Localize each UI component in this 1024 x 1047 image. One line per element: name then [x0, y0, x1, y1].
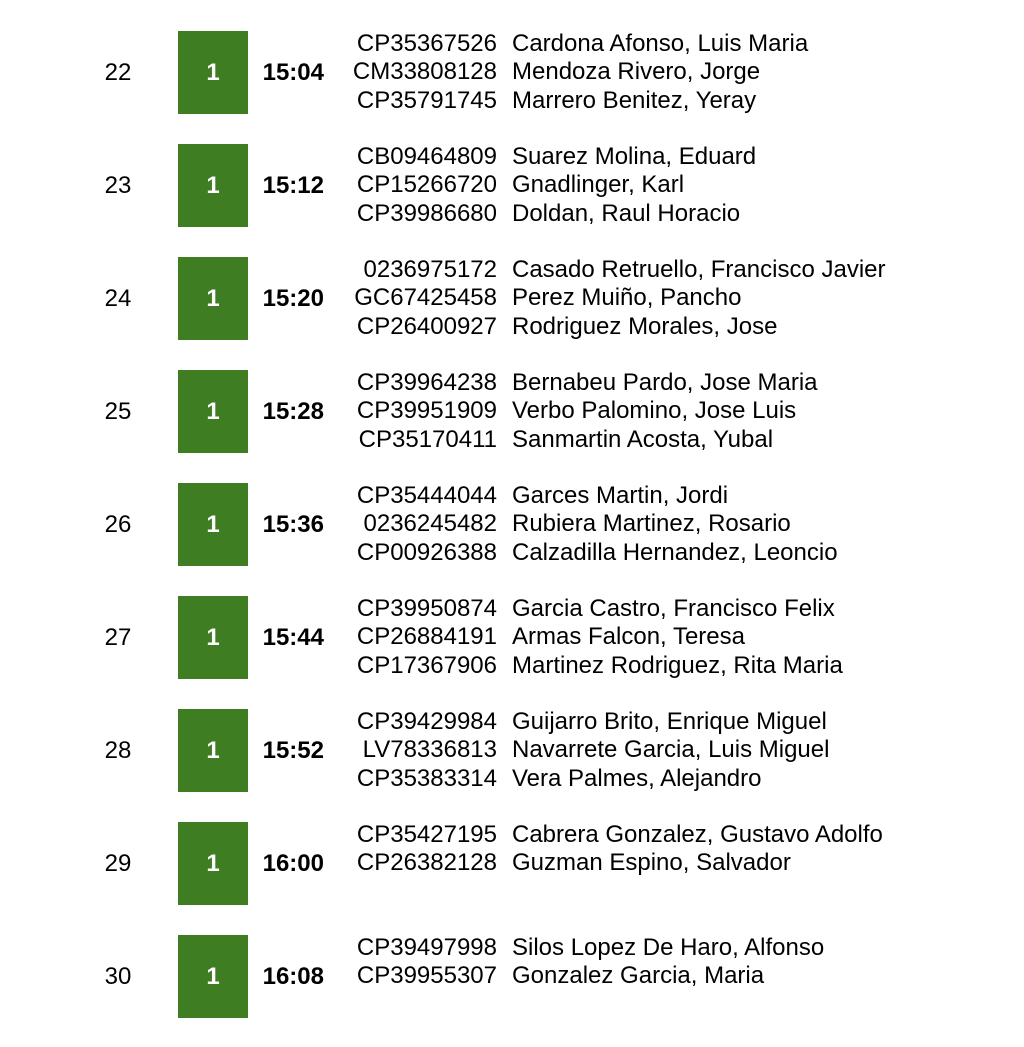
player-row [345, 736, 829, 764]
tee-time: 15:04 [262, 58, 324, 86]
player-list [345, 821, 883, 878]
player-license-code: CP35367526 [356, 30, 497, 58]
player-name: Calzadilla Hernandez, Leoncio [512, 538, 838, 566]
player-name: Marrero Benitez, Yeray [512, 86, 757, 114]
player-row [345, 30, 808, 58]
availability-badge[interactable]: 1 [178, 709, 248, 792]
availability-badge[interactable]: 1 [178, 596, 248, 679]
player-license-code: CP35383314 [356, 764, 497, 792]
tee-time-row [0, 256, 1024, 341]
player-license-code: CP15266720 [356, 171, 497, 199]
player-list [345, 369, 818, 454]
player-row [345, 708, 829, 736]
player-name: Bernabeu Pardo, Jose Maria [512, 369, 818, 397]
player-name: Sanmartin Acosta, Yubal [512, 425, 774, 453]
row-number: 30 [104, 962, 132, 990]
player-row [345, 849, 883, 877]
player-license-code: CM33808128 [352, 58, 497, 86]
availability-badge[interactable]: 1 [178, 257, 248, 340]
player-list [345, 708, 829, 793]
player-row [345, 369, 818, 397]
player-name: Gonzalez Garcia, Maria [512, 962, 765, 990]
player-row [345, 313, 886, 341]
tee-time: 15:52 [262, 736, 324, 764]
player-license-code: CP39986680 [356, 199, 497, 227]
player-license-code: CP39497998 [356, 934, 497, 962]
tee-time-row [0, 482, 1024, 567]
player-list [345, 482, 838, 567]
tee-time: 16:00 [262, 849, 324, 877]
player-license-code: CP26400927 [356, 312, 497, 340]
player-row [345, 200, 756, 228]
row-number: 29 [104, 849, 132, 877]
player-row [345, 284, 886, 312]
player-row [345, 510, 838, 538]
tee-time: 15:20 [262, 284, 324, 312]
availability-badge[interactable]: 1 [178, 370, 248, 453]
player-row [345, 171, 756, 199]
player-name: Armas Falcon, Teresa [512, 623, 745, 651]
player-name: Guzman Espino, Salvador [512, 849, 791, 877]
player-row [345, 821, 883, 849]
player-license-code: CP35444044 [356, 482, 497, 510]
player-row [345, 397, 818, 425]
tee-time-row [0, 595, 1024, 680]
player-license-code: CP35170411 [358, 425, 497, 453]
player-name: Mendoza Rivero, Jorge [512, 58, 761, 86]
player-list [345, 256, 886, 341]
player-name: Navarrete Garcia, Luis Miguel [512, 736, 830, 764]
player-license-code: CP17367906 [356, 651, 497, 679]
row-number: 24 [104, 284, 132, 312]
availability-badge[interactable]: 1 [178, 822, 248, 905]
player-name: Guijarro Brito, Enrique Miguel [512, 708, 827, 736]
player-row [345, 58, 808, 86]
tee-time-sheet [0, 30, 1024, 1047]
player-row [345, 539, 838, 567]
player-license-code: CB09464809 [356, 143, 497, 171]
player-name: Rubiera Martinez, Rosario [512, 510, 791, 538]
availability-badge[interactable]: 1 [178, 483, 248, 566]
player-name: Suarez Molina, Eduard [512, 143, 757, 171]
player-row [345, 256, 886, 284]
player-row [345, 143, 756, 171]
row-number: 26 [104, 510, 132, 538]
player-license-code: 0236245482 [363, 510, 497, 538]
player-license-code: CP39950874 [356, 595, 497, 623]
tee-time-row [0, 708, 1024, 793]
player-row [345, 87, 808, 115]
tee-time: 15:44 [262, 623, 324, 651]
player-name: Cabrera Gonzalez, Gustavo Adolfo [512, 821, 883, 849]
player-license-code: CP39951909 [356, 397, 497, 425]
tee-time-row [0, 934, 1024, 1019]
player-license-code: CP00926388 [356, 538, 497, 566]
player-row [345, 595, 843, 623]
availability-badge[interactable]: 1 [178, 31, 248, 114]
player-list [345, 934, 824, 991]
player-list [345, 143, 756, 228]
player-row [345, 623, 843, 651]
player-row [345, 652, 843, 680]
player-name: Vera Palmes, Alejandro [512, 764, 762, 792]
tee-time-row [0, 30, 1024, 115]
player-license-code: CP26884191 [356, 623, 497, 651]
row-number: 25 [104, 397, 132, 425]
availability-badge[interactable]: 1 [178, 935, 248, 1018]
player-row [345, 482, 838, 510]
player-row [345, 426, 818, 454]
tee-time: 16:08 [262, 962, 324, 990]
player-license-code: 0236975172 [363, 256, 497, 284]
player-name: Rodriguez Morales, Jose [512, 312, 778, 340]
row-number: 22 [104, 58, 132, 86]
player-list [345, 595, 843, 680]
player-license-code: CP39955307 [356, 962, 497, 990]
player-license-code: CP35427195 [356, 821, 497, 849]
player-license-code: LV78336813 [362, 736, 497, 764]
player-name: Garcia Castro, Francisco Felix [512, 595, 835, 623]
tee-time: 15:28 [262, 397, 324, 425]
player-name: Casado Retruello, Francisco Javier [512, 256, 886, 284]
tee-time-row [0, 369, 1024, 454]
player-name: Garces Martin, Jordi [512, 482, 729, 510]
player-license-code: CP39429984 [356, 708, 497, 736]
tee-time-row [0, 821, 1024, 906]
tee-time: 15:36 [262, 510, 324, 538]
player-license-code: CP35791745 [356, 86, 497, 114]
availability-badge[interactable]: 1 [178, 144, 248, 227]
player-name: Gnadlinger, Karl [512, 171, 685, 199]
player-name: Verbo Palomino, Jose Luis [512, 397, 797, 425]
player-row [345, 765, 829, 793]
player-name: Cardona Afonso, Luis Maria [512, 30, 809, 58]
player-license-code: CP26382128 [356, 849, 497, 877]
player-row [345, 934, 824, 962]
player-name: Perez Muiño, Pancho [512, 284, 742, 312]
player-license-code: GC67425458 [354, 284, 497, 312]
row-number: 28 [104, 736, 132, 764]
player-license-code: CP39964238 [356, 369, 497, 397]
tee-time-row [0, 143, 1024, 228]
player-row [345, 962, 824, 990]
tee-time: 15:12 [262, 171, 324, 199]
player-name: Silos Lopez De Haro, Alfonso [512, 934, 825, 962]
player-name: Martinez Rodriguez, Rita Maria [512, 651, 843, 679]
row-number: 27 [104, 623, 132, 651]
row-number: 23 [104, 171, 132, 199]
player-list [345, 30, 808, 115]
player-name: Doldan, Raul Horacio [512, 199, 741, 227]
